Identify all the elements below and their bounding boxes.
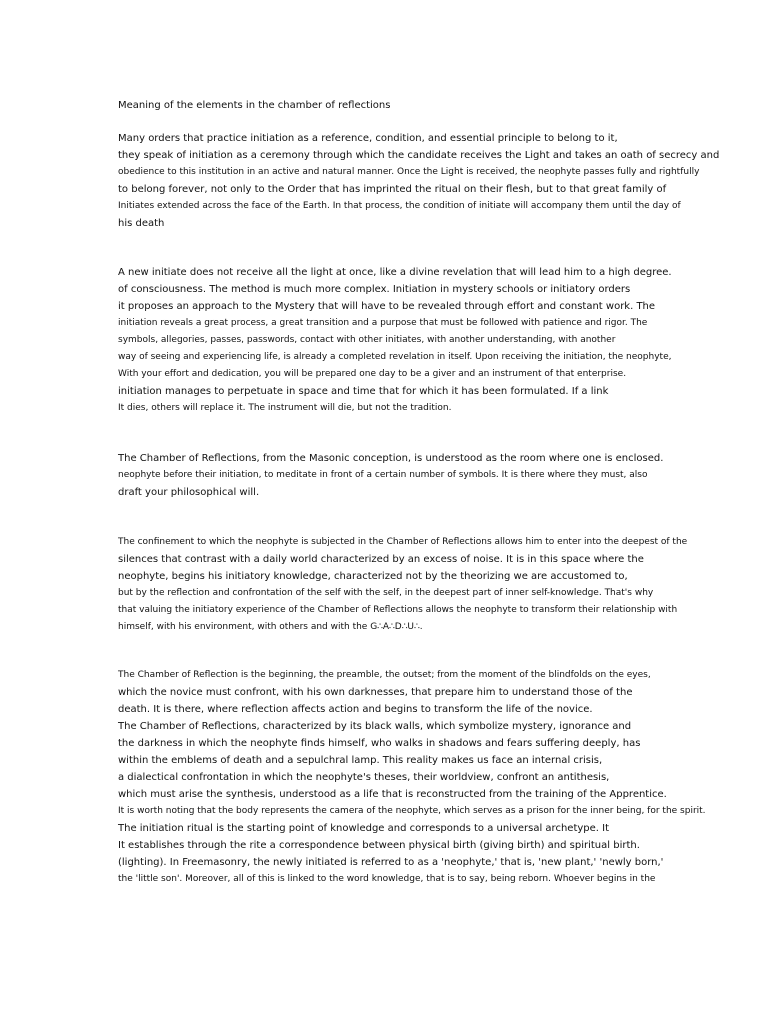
text-line: himself, with his environment, with others and with the G∴A∴D∴U∴.: [118, 622, 423, 632]
text-line: silences that contrast with a daily world characterized by an excess of noise. It is in this space where the: [118, 554, 644, 565]
text-line: obedience to this institution in an active and natural manner. Once the Light is received, the neophyte passes fully and rightfully: [118, 167, 700, 177]
text-line: The Chamber of Reflection is the beginning, the preamble, the outset; from the moment of the blindfolds on the eyes,: [118, 670, 651, 680]
text-line: they speak of initiation as a ceremony through which the candidate receives the Light and takes an oath of secrecy and: [118, 150, 720, 161]
document-title: Meaning of the elements in the chamber of reflections: [118, 100, 391, 111]
paragraph-1: [118, 130, 720, 232]
text-line: neophyte, begins his initiatory knowledge, characterized not by the theorizing we are accustomed to,: [118, 571, 628, 582]
text-line: initiation manages to perpetuate in space and time that for which it has been formulated. If a link: [118, 386, 609, 397]
text-line: which the novice must confront, with his own darknesses, that prepare him to understand those of the: [118, 687, 633, 698]
text-line: initiation reveals a great process, a great transition and a purpose that must be followed with patience and rigor. The: [118, 318, 648, 328]
text-line: (lighting). In Freemasonry, the newly initiated is referred to as a 'neophyte,' that is, 'new plant,' 'newly born,': [118, 857, 664, 868]
text-line: of consciousness. The method is much more complex. Initiation in mystery schools or initiatory orders: [118, 284, 631, 295]
text-line: It establishes through the rite a correspondence between physical birth (giving birth) and spiritual birth.: [118, 840, 640, 851]
text-line: The initiation ritual is the starting point of knowledge and corresponds to a universal archetype. It: [118, 823, 610, 834]
paragraph-2: [118, 264, 688, 417]
text-line: that valuing the initiatory experience of the Chamber of Reflections allows the neophyte to transform their relationship with: [118, 605, 678, 615]
text-line: his death: [118, 218, 165, 229]
text-line: within the emblems of death and a sepulchral lamp. This reality makes us face an internal crisis,: [118, 755, 603, 766]
paragraph-3: [118, 450, 688, 501]
text-line: to belong forever, not only to the Order that has imprinted the ritual on their flesh, but to that great family of: [118, 184, 667, 195]
text-line: The Chamber of Reflections, from the Masonic conception, is understood as the room where one is enclosed.: [118, 453, 664, 464]
text-line: symbols, allegories, passes, passwords, contact with other initiates, with another understanding, with another: [118, 335, 616, 345]
paragraph-4: [118, 534, 688, 636]
text-line: The Chamber of Reflections, characterized by its black walls, which symbolize mystery, ignorance and: [118, 721, 632, 732]
text-line: With your effort and dedication, you will be prepared one day to be a giver and an instrument of that enterprise.: [118, 369, 627, 379]
text-line: Initiates extended across the face of the Earth. In that process, the condition of initiate will accompany them until the day of: [118, 201, 681, 211]
text-line: it proposes an approach to the Mystery that will have to be revealed through effort and constant work. The: [118, 301, 656, 312]
text-line: the darkness in which the neophyte finds himself, who walks in shadows and fears suffering deeply, has: [118, 738, 641, 749]
text-line: Many orders that practice initiation as a reference, condition, and essential principle to belong to it,: [118, 133, 618, 144]
text-line: The confinement to which the neophyte is subjected in the Chamber of Reflections allows him to enter into the deepest of the: [118, 537, 688, 547]
text-line: which must arise the synthesis, understood as a life that is reconstructed from the training of the Apprentice.: [118, 789, 667, 800]
text-line: the 'little son'. Moreover, all of this is linked to the word knowledge, that is to say, being reborn. Whoever begins in the: [118, 874, 656, 884]
text-line: death. It is there, where reflection affects action and begins to transform the life of the novice.: [118, 704, 593, 715]
text-line: a dialectical confrontation in which the neophyte's theses, their worldview, confront an antithesis,: [118, 772, 610, 783]
text-line: but by the reflection and confrontation of the self with the self, in the deepest part of inner self-knowledge. That's why: [118, 588, 654, 598]
text-line: A new initiate does not receive all the light at once, like a divine revelation that will lead him to a high degree.: [118, 267, 672, 278]
text-line: draft your philosophical will.: [118, 487, 260, 498]
text-line: It is worth noting that the body represents the camera of the neophyte, which serves as a prison for the inner being, for the spirit.: [118, 806, 706, 816]
paragraph-5: [118, 667, 706, 888]
text-line: way of seeing and experiencing life, is already a completed revelation in itself. Upon receiving the initiation, the neophyte,: [118, 352, 672, 362]
text-line: It dies, others will replace it. The instrument will die, but not the tradition.: [118, 403, 452, 413]
text-line: neophyte before their initiation, to meditate in front of a certain number of symbols. It is there where they must, also: [118, 470, 648, 480]
